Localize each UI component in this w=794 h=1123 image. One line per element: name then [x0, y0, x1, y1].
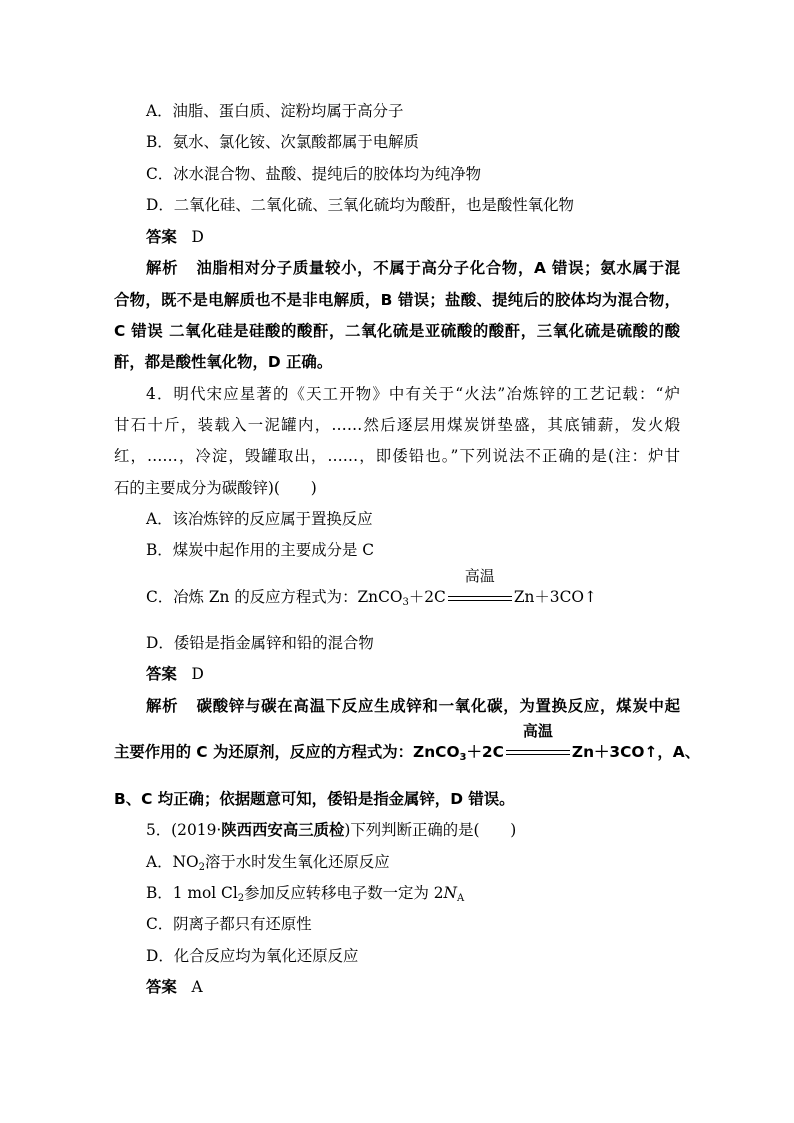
answer-label: 答案 — [146, 665, 177, 683]
equation-arrow — [504, 722, 572, 762]
q5-option-b — [146, 883, 464, 903]
q5-option-d: D．化合反应均为氧化还原反应 — [146, 947, 359, 965]
q5-option-c: C．阴离子都只有还原性 — [146, 915, 312, 933]
q4-option-c — [146, 567, 597, 608]
q3-option-a: A．油脂、蛋白质、淀粉均属于高分子 — [146, 102, 404, 120]
subscript: A — [456, 893, 465, 904]
q4-stem-line-3: 红，……，冷淀，毁罐取出，……，即倭铅也。”下列说法不正确的是(注：炉甘 — [114, 447, 680, 465]
q3-analysis-line-2: 合物，既不是电解质也不是非电解质，B 错误；盐酸、提纯后的胶体均为混合物， — [114, 291, 680, 309]
q3-answer — [146, 227, 204, 247]
option-prefix: A．NO — [146, 853, 199, 871]
q4-analysis-line-3: B、C 均正确；依据题意可知，倭铅是指金属锌，D 错误。 — [114, 790, 515, 808]
analysis-label: 解析 — [146, 697, 179, 715]
stem-source: 陕西西安高三质检 — [221, 821, 345, 839]
answer-label: 答案 — [146, 978, 177, 996]
answer-value: A — [191, 978, 203, 996]
q5-stem — [146, 820, 516, 840]
analysis-text: 油脂相对分子质量较小，不属于高分子化合物，A 错误；氨水属于混 — [196, 259, 680, 277]
q4-option-b: B．煤炭中起作用的主要成分是 C — [146, 541, 375, 559]
reaction-condition: 高温 — [522, 722, 553, 740]
product: Zn＋3CO↑ — [513, 588, 597, 606]
analysis-text: 碳酸锌与碳在高温下反应生成锌和一氧化碳，为置换反应，煤炭中起 — [196, 697, 680, 715]
option-c-prefix: C．冶炼 Zn 的反应方程式为：ZnCO — [146, 588, 403, 606]
option-prefix: B．1 mol Cl — [146, 884, 238, 902]
subscript: 2 — [237, 893, 245, 904]
q4-stem-line-4: 石的主要成分为碳酸锌)( ) — [114, 479, 317, 497]
reactant: ＋2C — [466, 743, 504, 761]
analysis-prefix: 主要作用的 C 为还原剂，反应的方程式为：ZnCO — [114, 743, 460, 761]
subscript: 3 — [402, 597, 409, 608]
answer-value: D — [191, 665, 204, 683]
product: Zn＋3CO↑，A、 — [571, 743, 701, 761]
analysis-label: 解析 — [146, 259, 179, 277]
stem-suffix: )下列判断正确的是( ) — [344, 821, 517, 839]
q4-analysis-line-1 — [146, 696, 680, 716]
answer-value: D — [191, 228, 204, 246]
q5-option-a — [146, 852, 390, 872]
q3-option-c: C．冰水混合物、盐酸、提纯后的胶体均为纯净物 — [146, 165, 481, 183]
q3-analysis-line-4: 酐，都是酸性氧化物，D 正确。 — [114, 353, 333, 371]
answer-label: 答案 — [146, 228, 177, 246]
q4-option-a: A．该冶炼锌的反应属于置换反应 — [146, 510, 373, 528]
reactant: ＋2C — [408, 588, 446, 606]
stem-prefix: 5．(2019· — [146, 821, 222, 839]
subscript: 2 — [198, 862, 205, 873]
double-bar — [506, 750, 570, 755]
equation-arrow — [446, 567, 514, 607]
option-mid: 参加反应转移电子数一定为 2 — [244, 884, 444, 902]
q3-option-d: D．二氧化硅、二氧化硫、三氧化硫均为酸酐，也是酸性氧化物 — [146, 196, 574, 214]
q4-option-d: D．倭铅是指金属锌和铅的混合物 — [146, 634, 374, 652]
reaction-condition: 高温 — [464, 567, 495, 585]
double-bar — [448, 596, 512, 601]
q4-answer — [146, 664, 204, 684]
q4-analysis-line-2 — [114, 722, 701, 763]
option-suffix: 溶于水时发生氧化还原反应 — [204, 853, 390, 871]
avogadro-symbol: N — [443, 884, 457, 902]
q3-option-b: B．氨水、氯化铵、次氯酸都属于电解质 — [146, 133, 419, 151]
q4-stem-line-2: 甘石十斤，装载入一泥罐内，……然后逐层用煤炭饼垫盛，其底铺薪，发火煅 — [114, 416, 680, 434]
q4-stem-line-1: 4．明代宋应星著的《天工开物》中有关于“火法”冶炼锌的工艺记载：“炉 — [146, 385, 680, 403]
subscript: 3 — [459, 752, 467, 763]
q5-answer — [146, 977, 203, 997]
q3-analysis-line-3: C 错误 二氧化硅是硅酸的酸酐，二氧化硫是亚硫酸的酸酐，三氧化硫是硫酸的酸 — [114, 322, 680, 340]
q3-analysis-line-1 — [146, 258, 680, 278]
